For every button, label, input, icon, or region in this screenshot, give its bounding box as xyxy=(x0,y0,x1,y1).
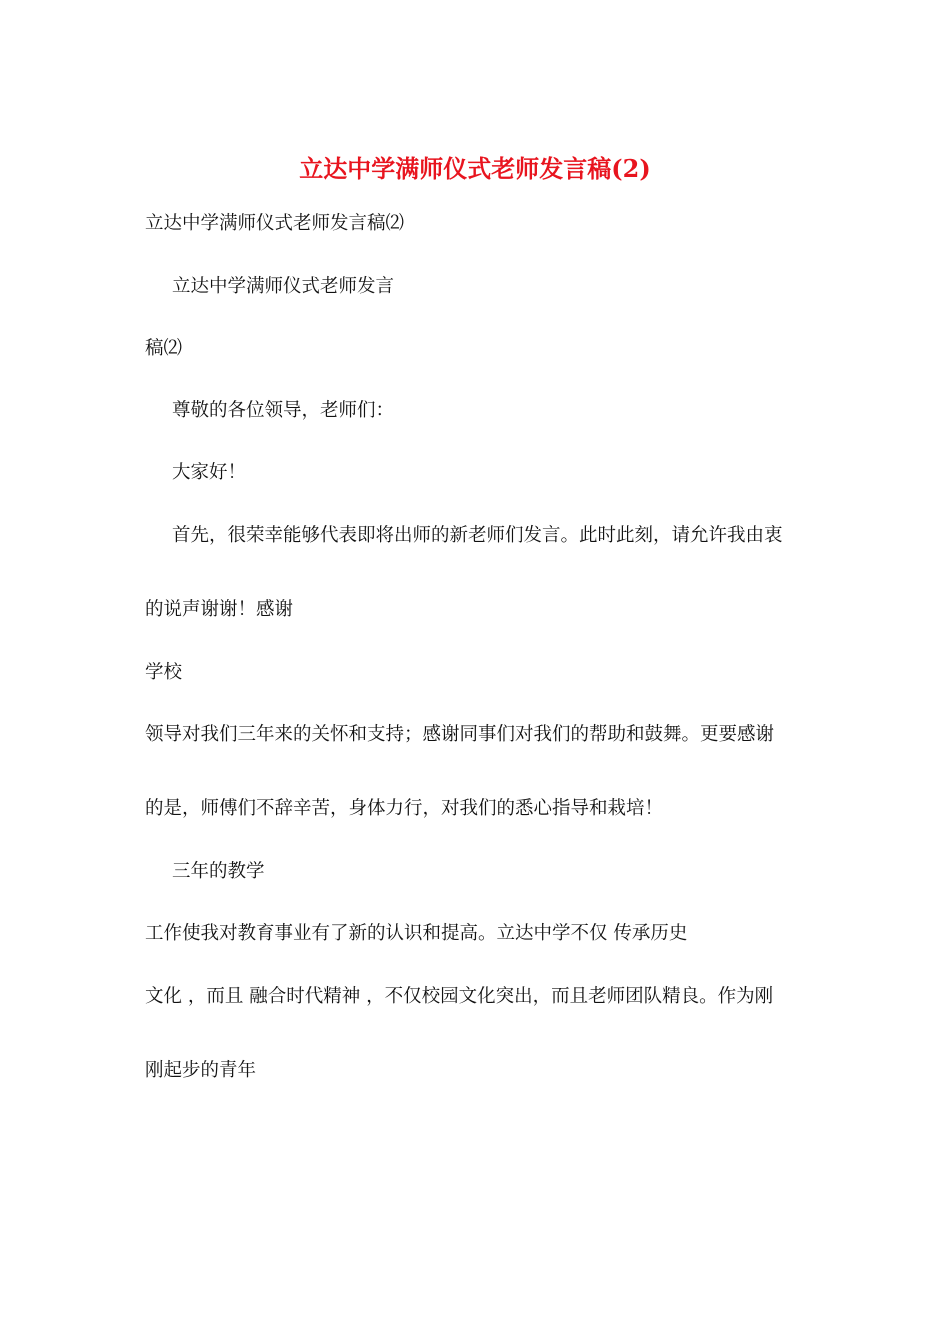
paragraph-line: 的是，师傅们不辞辛苦，身体力行，对我们的悉心指导和栽培！ xyxy=(145,798,664,819)
paragraph-line: 工作使我对教育事业有了新的认识和提高。立达中学不仅 传承历史 xyxy=(145,923,688,944)
paragraph-line: 刚起步的青年 xyxy=(145,1060,257,1081)
greeting-line: 大家好！ xyxy=(172,462,247,483)
salutation-line: 尊敬的各位领导，老师们： xyxy=(172,400,395,421)
heading-line-2: 稿⑵ xyxy=(145,338,183,359)
paragraph-line: 首先，很荣幸能够代表即将出师的新老师们发言。此时此刻，请允许我由衷 xyxy=(172,525,783,546)
document-title: 立达中学满师仪式老师发言稿(2) xyxy=(299,154,651,183)
paragraph-line: 的说声谢谢！感谢 xyxy=(145,599,294,620)
heading-line-1: 立达中学满师仪式老师发言 xyxy=(172,276,395,297)
paragraph-line: 领导对我们三年来的关怀和支持；感谢同事们对我们的帮助和鼓舞。更要感谢 xyxy=(145,724,775,745)
subtitle-line: 立达中学满师仪式老师发言稿⑵ xyxy=(145,213,405,234)
paragraph-line: 文化 ，而且 融合时代精神 ，不仅校园文化突出，而且老师团队精良。作为刚 xyxy=(145,986,774,1007)
paragraph-line: 三年的教学 xyxy=(172,861,265,882)
paragraph-line: 学校 xyxy=(145,662,183,683)
